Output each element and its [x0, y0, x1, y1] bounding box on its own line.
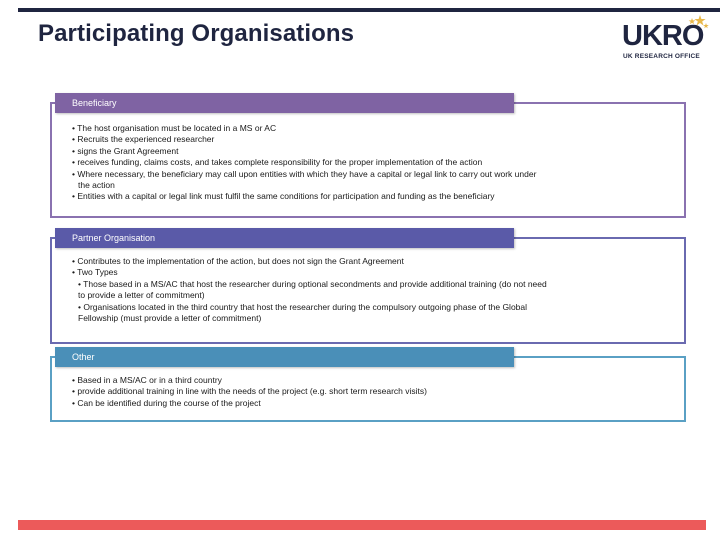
section-header: Other [55, 347, 514, 367]
list-item: • The host organisation must be located in a MS or AC [72, 123, 277, 133]
list-item: • Two Types [72, 267, 118, 278]
logo-wordmark: UKRO [622, 20, 704, 52]
list-item: Fellowship (must provide a letter of commitment) [78, 313, 262, 324]
list-item: to provide a letter of commitment) [78, 290, 205, 301]
list-item: • Can be identified during the course of the project [72, 397, 261, 408]
section-list [72, 375, 667, 409]
list-item: • Where necessary, the beneficiary may call upon entities with which they have a capital or legal link to carry out work under [72, 168, 537, 179]
section-list [72, 256, 667, 324]
list-item: the action [78, 180, 115, 191]
section-header: Beneficiary [55, 93, 514, 113]
section-header: Partner Organisation [55, 228, 514, 248]
list-item: • Entities with a capital or legal link must fulfil the same conditions for participation and funding as the beneficiary [72, 191, 495, 202]
section-list [72, 123, 667, 203]
list-item: • signs the Grant Agreement [72, 145, 179, 156]
list-item: • Organisations located in the third country that host the researcher during the compulsory outgoing phase of the Global [78, 301, 528, 312]
top-rule [18, 8, 720, 12]
accent-bar [18, 520, 706, 530]
list-item: • Contributes to the implementation of the action, but does not sign the Grant Agreement [72, 256, 404, 266]
list-item: • Those based in a MS/AC that host the researcher during optional secondments and provide additional training (do not need [78, 278, 547, 289]
ukro-logo [620, 14, 710, 62]
list-item: • provide additional training in line with the needs of the project (e.g. short term research visits) [72, 386, 427, 397]
list-item: • receives funding, claims costs, and takes complete responsibility for the proper implementation of the action [72, 157, 483, 168]
page-title: Participating Organisations [38, 20, 355, 47]
list-item: • Based in a MS/AC or in a third country [72, 375, 222, 385]
list-item: • Recruits the experienced researcher [72, 134, 215, 145]
logo-tagline: UK RESEARCH OFFICE [623, 53, 700, 60]
